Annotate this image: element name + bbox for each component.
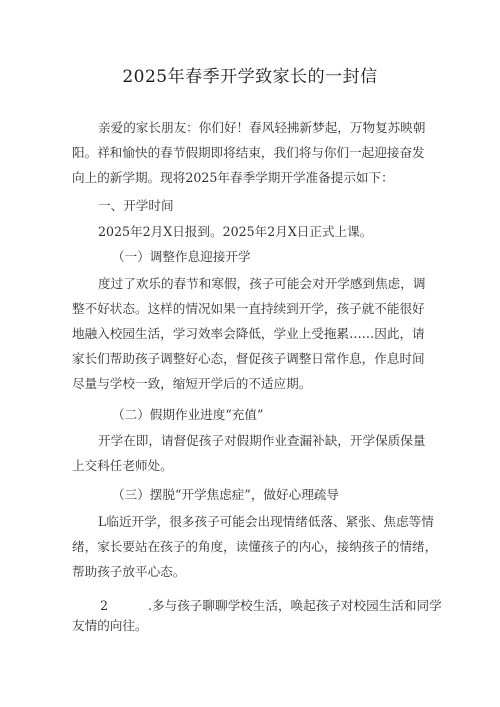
sub1-line: 尽量与学校一致，缩短开学后的不适应期。 — [72, 376, 312, 391]
sub3-line: 帮助孩子放平心态。 — [72, 564, 186, 579]
section1-heading — [72, 193, 442, 218]
intro-line: 阳。祥和愉快的春节假期即将结束，我们将与你们一起迎接奋发 — [72, 145, 425, 160]
intro-line: 向上的新学期。现将2025年春季学期开学准备提示如下： — [72, 170, 394, 185]
sub2-body — [72, 428, 442, 478]
sub1-line: 家长们帮助孩子调整好心态，督促孩子调整日常作息，作息时间 — [72, 351, 425, 366]
sub1-line: 度过了欢乐的春节和寒假，孩子可能会对开学感到焦虑，调 — [98, 276, 426, 291]
sub3-heading-text: （三）摆脱“开学焦虑症”，做好心理疏导 — [112, 487, 339, 502]
item2-text: .多与孩子聊聊学校生活，唤起孩子对校园生活和同学 — [148, 598, 442, 613]
sub1-body — [72, 271, 442, 396]
section1-text-line: 2025年2月X日报到。2025年2月X日正式上课。 — [98, 224, 373, 239]
sub2-heading-text: （二）假期作业进度“充值” — [112, 407, 264, 422]
item2-continuation: 友情的向往。 — [72, 618, 148, 633]
sub3-line: L临近开学，很多孩子可能会出现情绪低落、紧张、焦虑等情 — [98, 514, 434, 529]
sub2-line: 开学在即，请督促孩子对假期作业查漏补缺，开学保质保量 — [98, 433, 426, 448]
page-title: 2025年春季开学致家长的一封信 — [122, 67, 378, 87]
sub1-line: 地融入校园生活，学习效率会降低，学业上受拖累……因此，请 — [72, 326, 425, 341]
sub2-line: 上交科任老师处。 — [72, 458, 173, 473]
sub1-heading — [72, 244, 442, 269]
item2-number: 2 — [100, 598, 109, 613]
section1-text — [72, 219, 442, 244]
intro-line: 亲爱的家长朋友：你们好！春风轻拂新梦起，万物复苏映朝 — [98, 120, 426, 135]
sub3-body — [72, 509, 442, 584]
intro-paragraph — [72, 115, 442, 190]
sub3-heading — [72, 482, 442, 507]
sub3-line: 绪，家长要站在孩子的角度，读懂孩子的内心，接纳孩子的情绪， — [72, 539, 438, 554]
item2-first-line — [100, 596, 442, 616]
sub1-line: 整不好状态。这样的情况如果一直持续到开学，孩子就不能很好 — [72, 301, 425, 316]
sub2-heading — [72, 402, 442, 427]
sub1-heading-text: （一）调整作息迎接开学 — [112, 249, 251, 264]
section1-heading-text: 一、开学时间 — [98, 198, 174, 213]
